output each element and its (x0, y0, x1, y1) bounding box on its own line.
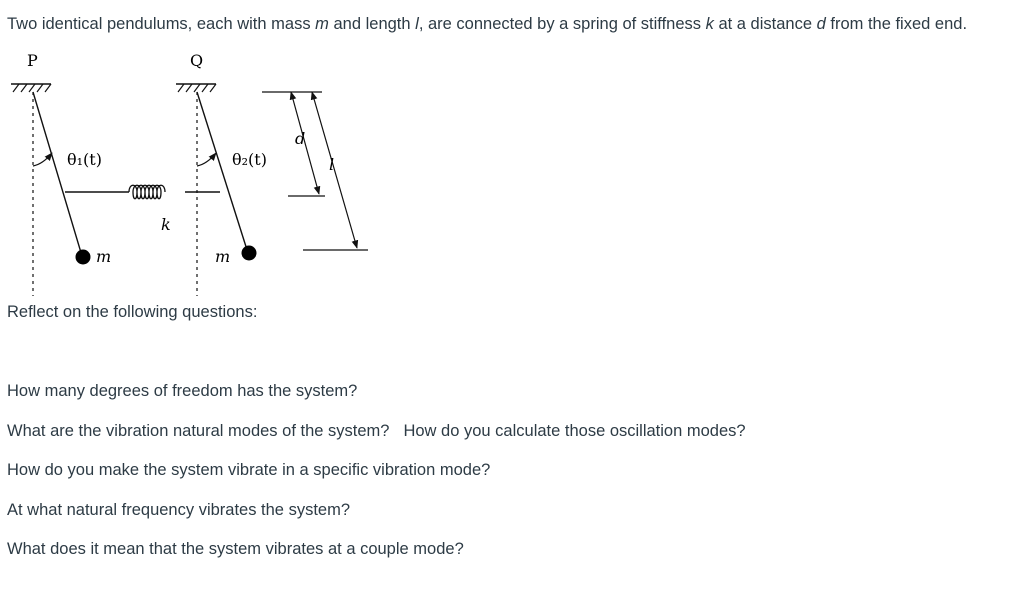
mass-right (242, 246, 257, 261)
question-text: How many degrees of freedom has the system? (7, 382, 358, 400)
mass-left (76, 250, 91, 265)
question-item (7, 459, 746, 499)
theta2-arrow (197, 153, 216, 166)
pendulum-rod-right (197, 92, 248, 253)
var-k: k (705, 15, 714, 33)
var-l: l (415, 15, 419, 33)
question-item (7, 538, 746, 578)
question-text: What does it mean that the system vibrates at a couple mode? (7, 540, 464, 558)
spring (65, 185, 220, 199)
question-text-secondary: How do you calculate those oscillation modes? (403, 421, 746, 440)
support-p (11, 84, 51, 92)
question-item (7, 380, 746, 420)
reflect-heading: Reflect on the following questions: (7, 303, 258, 321)
theta1-label: θ₁(t) (67, 150, 102, 169)
coupled-pendulum-figure (0, 48, 380, 298)
question-item (7, 420, 746, 460)
pendulum-rod-left (33, 92, 82, 256)
statement-text: , are connected by a spring of stiffness (418, 15, 706, 33)
dimension-l-arrow (312, 92, 357, 248)
support-q (176, 84, 216, 92)
theta1-arrow (33, 153, 52, 166)
var-d: d (816, 15, 826, 33)
statement-text: Two identical pendulums, each with mass (7, 15, 316, 33)
label-q: Q (190, 51, 204, 70)
mass-left-label: m (96, 247, 112, 266)
mass-right-label: m (215, 247, 231, 266)
question-item (7, 499, 746, 539)
question-text: How do you make the system vibrate in a specific vibration mode? (7, 461, 491, 479)
spring-k-label: k (161, 215, 171, 234)
pendulum-diagram (0, 48, 380, 298)
problem-statement (7, 13, 967, 35)
dimension-l-label: l (329, 155, 335, 174)
question-text: What are the vibration natural modes of the system? (7, 421, 390, 440)
label-p: P (27, 51, 38, 70)
question-text: At what natural frequency vibrates the system? (7, 500, 351, 519)
statement-text: and length (328, 15, 416, 33)
statement-text: at a distance (713, 15, 817, 33)
statement-text: from the fixed end. (825, 15, 968, 33)
question-list (7, 380, 746, 578)
var-m: m (315, 15, 329, 33)
theta2-label: θ₂(t) (232, 150, 267, 169)
dimension-d-label: d (295, 129, 306, 148)
